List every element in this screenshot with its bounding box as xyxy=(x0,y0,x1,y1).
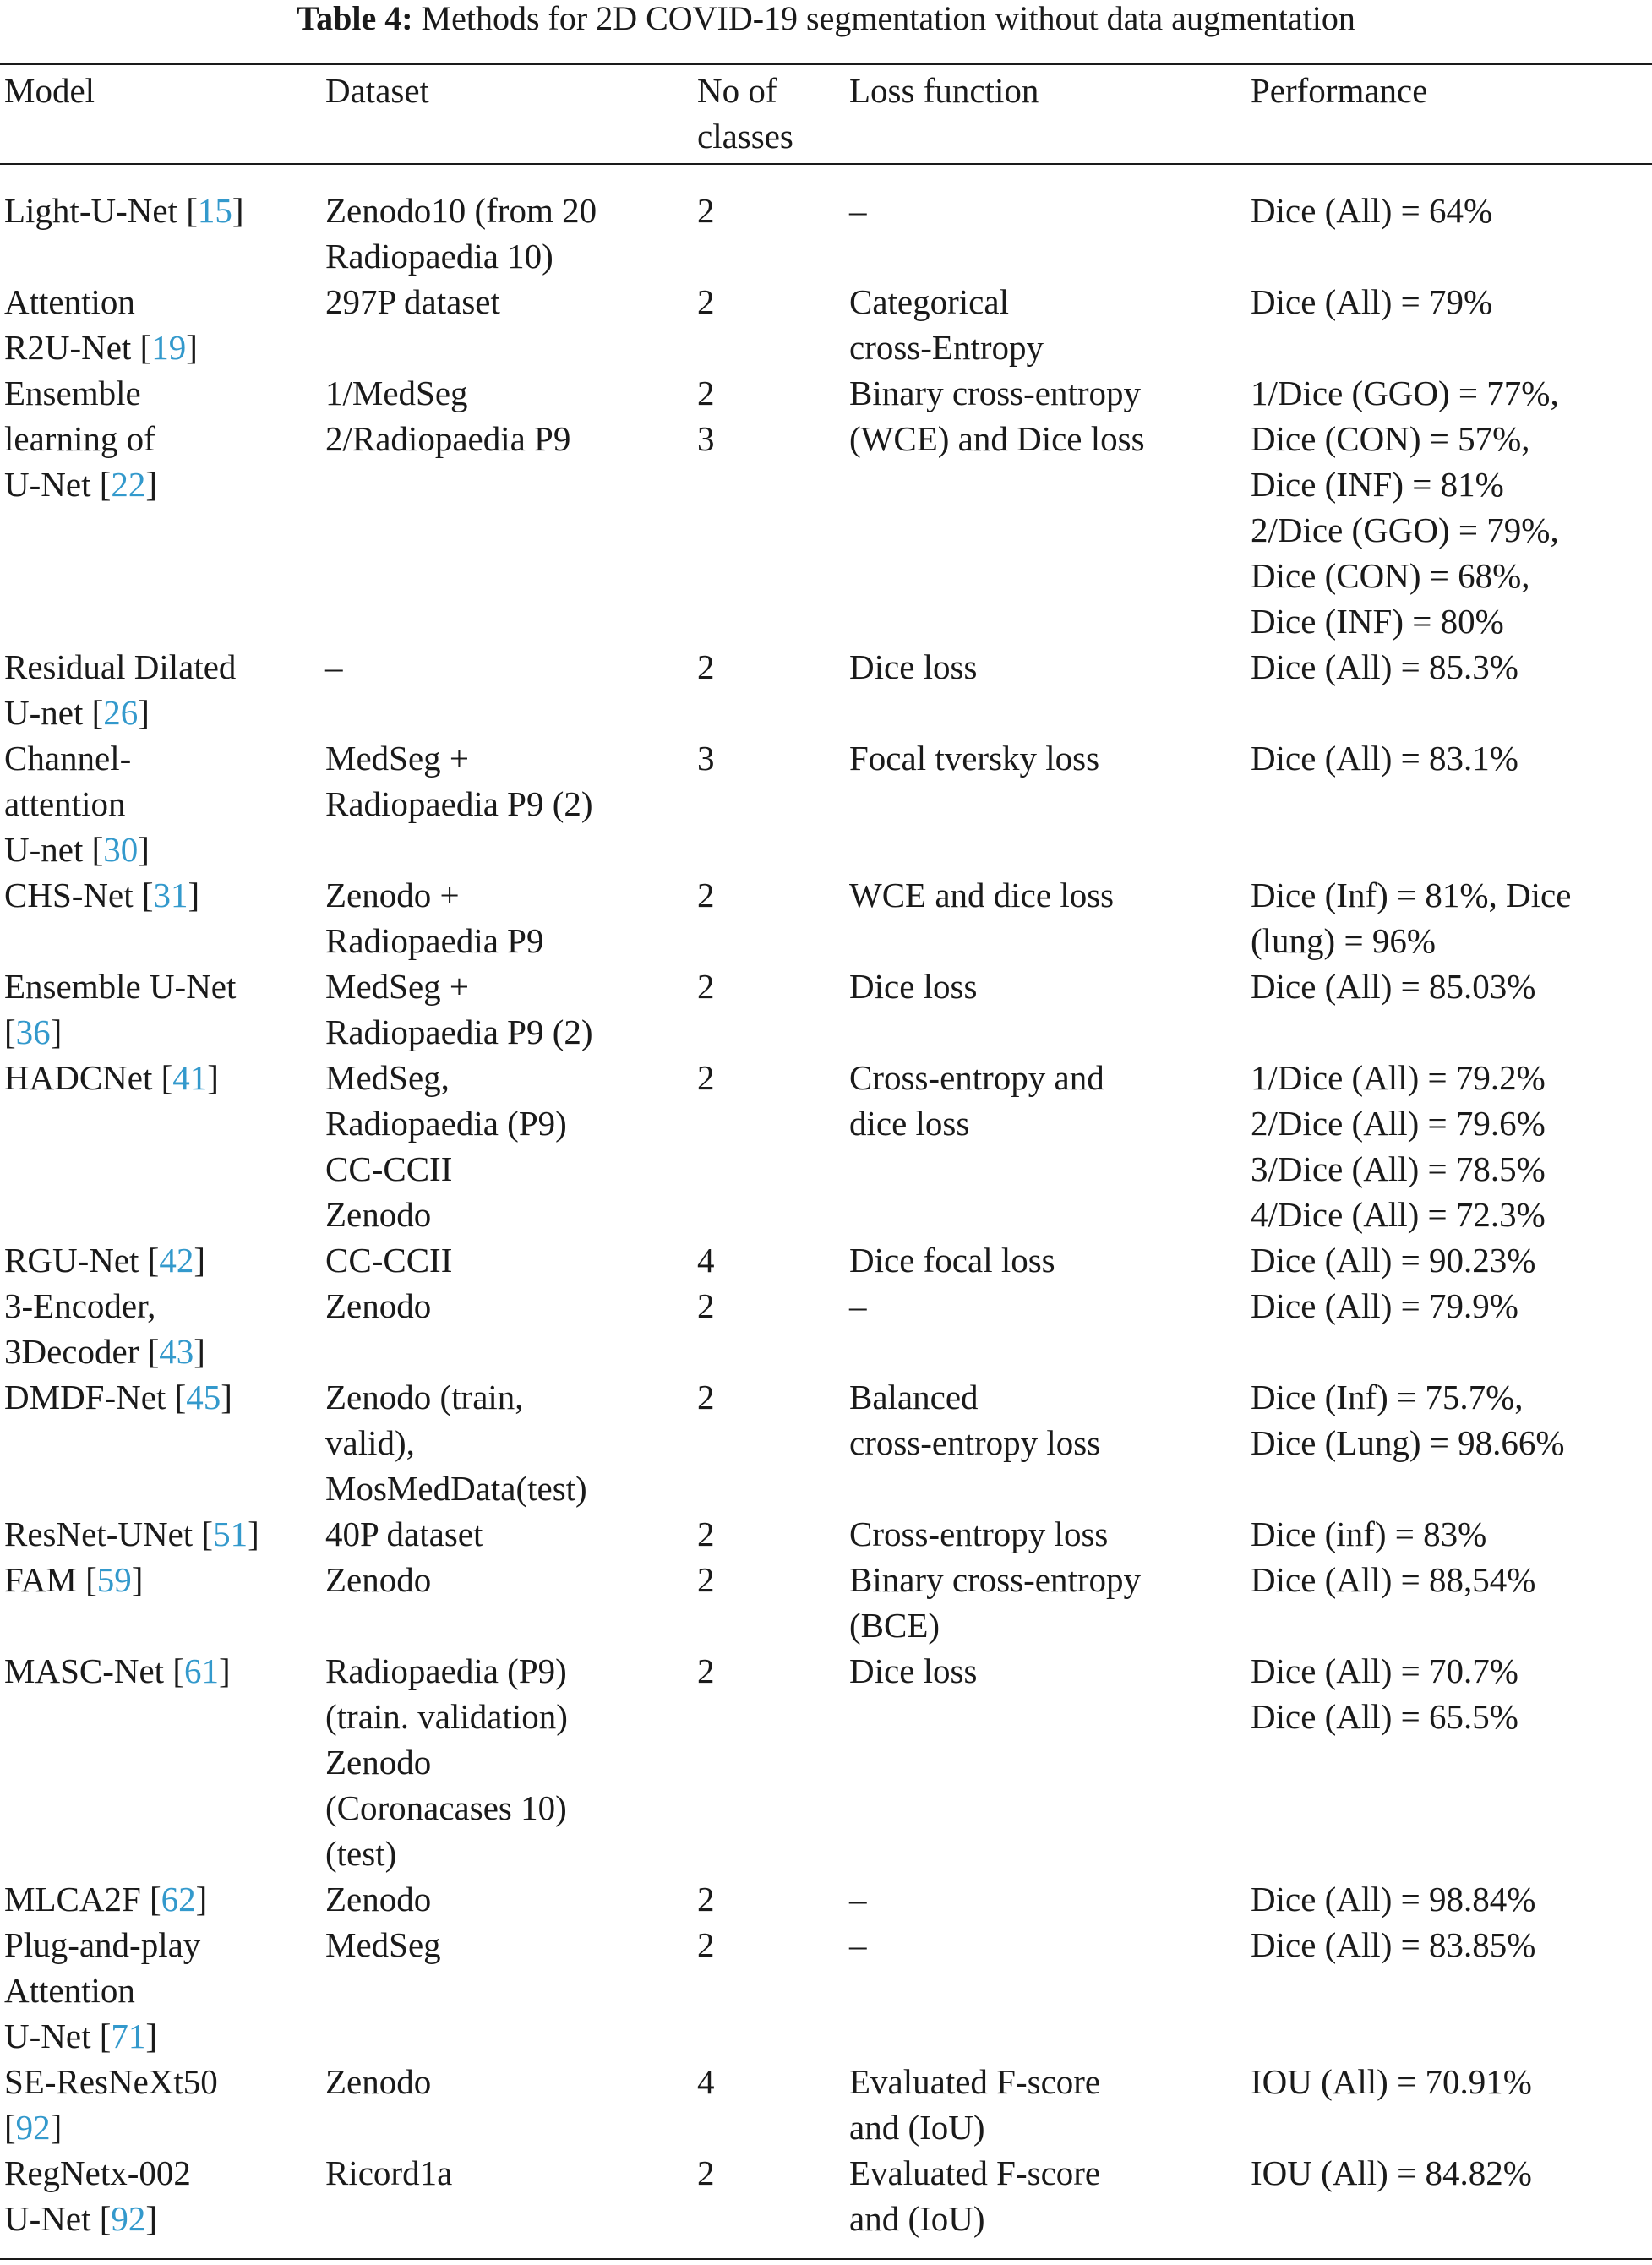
cell-loss-line: Dice loss xyxy=(849,967,978,1006)
reference-link[interactable]: 45 xyxy=(186,1378,221,1416)
cell-dataset xyxy=(325,1374,697,1511)
table-row xyxy=(0,963,1652,1055)
reference-link[interactable]: 61 xyxy=(183,1651,219,1690)
model-name: CHS-Net xyxy=(4,876,134,914)
cell-dataset-line: MosMedData(test) xyxy=(325,1469,587,1508)
cell-classes-line: 2 xyxy=(697,876,715,914)
cell-model xyxy=(0,1876,325,1922)
cell-loss-line: – xyxy=(849,191,867,230)
cell-dataset-line: (Coronacases 10) xyxy=(325,1788,567,1827)
model-name: RGU-Net xyxy=(4,1241,139,1280)
cell-loss xyxy=(849,963,1251,1055)
cell-classes-line: 2 xyxy=(697,191,715,230)
cell-model-line: 3Decoder [43] xyxy=(4,1332,205,1371)
cell-classes xyxy=(697,1922,849,2059)
reference-link[interactable]: 41 xyxy=(172,1058,208,1097)
cell-model-line: RegNetx-002 xyxy=(4,2153,191,2192)
cell-performance-line: Dice (All) = 90.23% xyxy=(1251,1241,1536,1280)
cell-performance-line: IOU (All) = 70.91% xyxy=(1251,2062,1532,2101)
cell-classes xyxy=(697,1511,849,1557)
cell-performance-line: Dice (All) = 85.03% xyxy=(1251,967,1536,1006)
cell-loss xyxy=(849,370,1251,644)
cell-loss-line: and (IoU) xyxy=(849,2199,985,2238)
cell-model-line: Residual Dilated xyxy=(4,647,237,686)
table-row xyxy=(0,1648,1652,1876)
cell-performance xyxy=(1251,1237,1652,1283)
cell-dataset-line: Ricord1a xyxy=(325,2153,453,2192)
cell-loss-line: – xyxy=(849,1925,867,1964)
cell-classes xyxy=(697,279,849,370)
table-row xyxy=(0,1283,1652,1374)
cell-performance xyxy=(1251,370,1652,644)
cell-performance-line: Dice (Lung) = 98.66% xyxy=(1251,1423,1565,1462)
cell-performance xyxy=(1251,163,1652,279)
cell-loss xyxy=(849,163,1251,279)
reference-link[interactable]: 71 xyxy=(111,2017,146,2055)
cell-performance-line: Dice (All) = 83.85% xyxy=(1251,1925,1536,1964)
reference-link[interactable]: 30 xyxy=(103,830,139,869)
cell-model-line: Channel- xyxy=(4,739,132,778)
cell-model xyxy=(0,1511,325,1557)
cell-dataset xyxy=(325,1557,697,1648)
cell-loss-line: Focal tversky loss xyxy=(849,739,1100,778)
reference-link[interactable]: 42 xyxy=(159,1241,194,1280)
cell-loss xyxy=(849,1557,1251,1648)
cell-dataset xyxy=(325,163,697,279)
cell-classes xyxy=(697,963,849,1055)
cell-loss-line: Binary cross-entropy xyxy=(849,1560,1141,1599)
table-body xyxy=(0,163,1652,2241)
cell-model-line: 3-Encoder, xyxy=(4,1286,156,1325)
cell-loss xyxy=(849,872,1251,963)
cell-performance-line: Dice (All) = 79.9% xyxy=(1251,1286,1518,1325)
cell-model-line: Attention xyxy=(4,282,135,321)
table-row xyxy=(0,1876,1652,1922)
cell-performance-line: 2/Dice (All) = 79.6% xyxy=(1251,1104,1546,1143)
cell-model-line: CHS-Net [31] xyxy=(4,876,200,914)
cell-loss-line: cross-Entropy xyxy=(849,328,1044,367)
cell-dataset-line: Radiopaedia (P9) xyxy=(325,1651,567,1690)
cell-loss xyxy=(849,279,1251,370)
cell-dataset xyxy=(325,1237,697,1283)
cell-performance-line: 1/Dice (GGO) = 77%, xyxy=(1251,374,1559,412)
cell-loss-line: and (IoU) xyxy=(849,2108,985,2147)
cell-model-line: MASC-Net [61] xyxy=(4,1651,231,1690)
cell-classes-line: 2 xyxy=(697,1560,715,1599)
table-row xyxy=(0,2059,1652,2150)
table-row xyxy=(0,1237,1652,1283)
cell-loss-line: Dice loss xyxy=(849,1651,978,1690)
cell-model-line: U-Net [22] xyxy=(4,465,158,504)
cell-dataset-line: Radiopaedia P9 (2) xyxy=(325,1012,593,1051)
cell-loss xyxy=(849,735,1251,872)
model-name: DMDF-Net xyxy=(4,1378,166,1416)
cell-performance-line: 2/Dice (GGO) = 79%, xyxy=(1251,510,1559,549)
cell-performance xyxy=(1251,872,1652,963)
cell-dataset xyxy=(325,1511,697,1557)
cell-loss-line: Dice focal loss xyxy=(849,1241,1055,1280)
cell-dataset xyxy=(325,1922,697,2059)
cell-performance-line: Dice (All) = 98.84% xyxy=(1251,1880,1536,1918)
table-row xyxy=(0,370,1652,644)
cell-dataset-line: Zenodo xyxy=(325,1560,432,1599)
cell-model-line: HADCNet [41] xyxy=(4,1058,219,1097)
cell-loss-line: Binary cross-entropy xyxy=(849,374,1141,412)
reference-link[interactable]: 22 xyxy=(111,465,146,504)
header-loss: Loss function xyxy=(849,71,1039,110)
cell-model xyxy=(0,1648,325,1876)
cell-dataset-line: CC-CCII xyxy=(325,1149,453,1188)
model-name: HADCNet xyxy=(4,1058,153,1097)
cell-dataset-line: Radiopaedia 10) xyxy=(325,237,553,276)
cell-model-line: [36] xyxy=(4,1012,63,1051)
cell-classes-line: 2 xyxy=(697,967,715,1006)
table-row xyxy=(0,1922,1652,2059)
cell-dataset-line: Radiopaedia P9 xyxy=(325,921,544,960)
reference-link[interactable]: 92 xyxy=(111,2199,146,2238)
cell-dataset xyxy=(325,1055,697,1237)
cell-loss xyxy=(849,1055,1251,1237)
cell-dataset-line: MedSeg + xyxy=(325,967,470,1006)
cell-performance-line: Dice (All) = 79% xyxy=(1251,282,1493,321)
cell-dataset-line: MedSeg + xyxy=(325,739,470,778)
cell-model-line: ResNet-UNet [51] xyxy=(4,1515,259,1553)
cell-loss xyxy=(849,1283,1251,1374)
model-name: MLCA2F xyxy=(4,1880,141,1918)
cell-model-line: Ensemble xyxy=(4,374,141,412)
cell-performance xyxy=(1251,1374,1652,1511)
cell-performance-line: (lung) = 96% xyxy=(1251,921,1436,960)
cell-model xyxy=(0,1055,325,1237)
cell-performance-line: Dice (CON) = 57%, xyxy=(1251,419,1530,458)
cell-classes-line: 2 xyxy=(697,1058,715,1097)
cell-performance-line: 4/Dice (All) = 72.3% xyxy=(1251,1195,1546,1234)
cell-model-line: SE-ResNeXt50 xyxy=(4,2062,218,2101)
table-label: Table 4: xyxy=(297,0,413,37)
table-row xyxy=(0,644,1652,735)
cell-model xyxy=(0,1557,325,1648)
cell-model-line: [92] xyxy=(4,2108,63,2147)
cell-classes-line: 2 xyxy=(697,2153,715,2192)
cell-model xyxy=(0,872,325,963)
cell-performance xyxy=(1251,2150,1652,2241)
cell-classes-line: 2 xyxy=(697,282,715,321)
model-name: 3Decoder xyxy=(4,1332,139,1371)
cell-dataset-line: Zenodo xyxy=(325,2062,432,2101)
table-row xyxy=(0,279,1652,370)
cell-model-line: R2U-Net [19] xyxy=(4,328,198,367)
cell-classes-line: 2 xyxy=(697,1515,715,1553)
cell-classes xyxy=(697,1876,849,1922)
cell-classes-line: 2 xyxy=(697,1651,715,1690)
cell-loss-line: Evaluated F-score xyxy=(849,2062,1101,2101)
cell-dataset-line: Zenodo xyxy=(325,1195,432,1234)
cell-loss-line: dice loss xyxy=(849,1104,970,1143)
cell-dataset xyxy=(325,735,697,872)
cell-dataset xyxy=(325,1648,697,1876)
table-row xyxy=(0,163,1652,279)
cell-dataset-line: Zenodo xyxy=(325,1286,432,1325)
cell-model-line: Attention xyxy=(4,1971,135,2010)
reference-link[interactable]: 62 xyxy=(161,1880,196,1918)
cell-classes-line: 2 xyxy=(697,374,715,412)
cell-classes-line: 2 xyxy=(697,647,715,686)
cell-loss-line: (WCE) and Dice loss xyxy=(849,419,1145,458)
cell-dataset-line: valid), xyxy=(325,1423,415,1462)
cell-model xyxy=(0,1374,325,1511)
header-row xyxy=(0,68,1652,163)
cell-performance-line: Dice (All) = 70.7% xyxy=(1251,1651,1518,1690)
reference-link[interactable]: 92 xyxy=(15,2108,51,2147)
cell-classes-line: 4 xyxy=(697,2062,715,2101)
cell-dataset-line: Radiopaedia (P9) xyxy=(325,1104,567,1143)
cell-dataset xyxy=(325,1876,697,1922)
cell-dataset xyxy=(325,2150,697,2241)
cell-performance xyxy=(1251,735,1652,872)
cell-dataset-line: Radiopaedia P9 (2) xyxy=(325,784,593,823)
cell-classes-line: 3 xyxy=(697,739,715,778)
cell-dataset xyxy=(325,872,697,963)
cell-performance-line: Dice (Inf) = 81%, Dice xyxy=(1251,876,1572,914)
cell-classes-line: 2 xyxy=(697,1880,715,1918)
cell-loss xyxy=(849,2059,1251,2150)
cell-loss-line: Evaluated F-score xyxy=(849,2153,1101,2192)
cell-performance xyxy=(1251,963,1652,1055)
cell-performance-line: 1/Dice (All) = 79.2% xyxy=(1251,1058,1546,1097)
cell-classes xyxy=(697,163,849,279)
cell-performance xyxy=(1251,644,1652,735)
cell-performance-line: Dice (All) = 85.3% xyxy=(1251,647,1518,686)
reference-link[interactable]: 59 xyxy=(96,1560,132,1599)
bottom-rule xyxy=(0,2258,1652,2260)
cell-dataset xyxy=(325,2059,697,2150)
cell-dataset-line: 297P dataset xyxy=(325,282,500,321)
top-rule xyxy=(0,63,1652,65)
cell-model-line: MLCA2F [62] xyxy=(4,1880,208,1918)
cell-dataset-line: MedSeg xyxy=(325,1925,441,1964)
cell-loss-line: Dice loss xyxy=(849,647,978,686)
header-classes: No of classes xyxy=(697,71,793,156)
cell-loss-line: – xyxy=(849,1880,867,1918)
cell-performance xyxy=(1251,1922,1652,2059)
cell-loss-line: (BCE) xyxy=(849,1606,940,1645)
reference-link[interactable]: 43 xyxy=(159,1332,194,1371)
cell-dataset-line: (test) xyxy=(325,1834,397,1873)
cell-loss-line: Cross-entropy and xyxy=(849,1058,1104,1097)
cell-model xyxy=(0,163,325,279)
cell-model-line: Light-U-Net [15] xyxy=(4,191,244,230)
cell-classes xyxy=(697,1283,849,1374)
cell-model xyxy=(0,370,325,644)
cell-performance-line: Dice (All) = 65.5% xyxy=(1251,1697,1518,1736)
model-name: Light-U-Net xyxy=(4,191,177,230)
table-row xyxy=(0,1055,1652,1237)
cell-classes-line: 2 xyxy=(697,1925,715,1964)
cell-model-line: U-Net [71] xyxy=(4,2017,158,2055)
cell-classes xyxy=(697,1237,849,1283)
cell-loss xyxy=(849,1876,1251,1922)
cell-model xyxy=(0,963,325,1055)
cell-loss xyxy=(849,644,1251,735)
cell-dataset xyxy=(325,1283,697,1374)
cell-loss xyxy=(849,1511,1251,1557)
header-dataset: Dataset xyxy=(325,71,429,110)
cell-model xyxy=(0,644,325,735)
table-row xyxy=(0,1557,1652,1648)
cell-dataset-line: Zenodo + xyxy=(325,876,460,914)
table-row xyxy=(0,1511,1652,1557)
model-name: FAM xyxy=(4,1560,77,1599)
cell-classes xyxy=(697,1055,849,1237)
cell-loss xyxy=(849,1237,1251,1283)
cell-classes-line: 3 xyxy=(697,419,715,458)
cell-model-line: U-net [26] xyxy=(4,693,150,732)
cell-model-line: learning of xyxy=(4,419,155,458)
cell-loss xyxy=(849,2150,1251,2241)
reference-link[interactable]: 19 xyxy=(151,328,187,367)
cell-dataset-line: – xyxy=(325,647,343,686)
model-name: U-Net xyxy=(4,465,91,504)
cell-performance-line: Dice (INF) = 81% xyxy=(1251,465,1504,504)
cell-dataset xyxy=(325,370,697,644)
cell-loss-line: – xyxy=(849,1286,867,1325)
cell-performance xyxy=(1251,279,1652,370)
cell-loss-line: cross-entropy loss xyxy=(849,1423,1101,1462)
model-name: MASC-Net xyxy=(4,1651,165,1690)
methods-table xyxy=(0,68,1652,2241)
cell-model xyxy=(0,279,325,370)
table-row xyxy=(0,872,1652,963)
cell-model xyxy=(0,1922,325,2059)
cell-model xyxy=(0,1237,325,1283)
cell-loss-line: WCE and dice loss xyxy=(849,876,1115,914)
cell-classes xyxy=(697,2150,849,2241)
cell-performance-line: IOU (All) = 84.82% xyxy=(1251,2153,1532,2192)
cell-model xyxy=(0,2059,325,2150)
cell-dataset xyxy=(325,279,697,370)
cell-classes-line: 2 xyxy=(697,1286,715,1325)
cell-classes xyxy=(697,370,849,644)
cell-performance xyxy=(1251,1648,1652,1876)
cell-model-line: FAM [59] xyxy=(4,1560,144,1599)
model-name: R2U-Net xyxy=(4,328,132,367)
table-row xyxy=(0,2150,1652,2241)
reference-link[interactable]: 31 xyxy=(153,876,188,914)
cell-dataset-line: Zenodo xyxy=(325,1743,432,1782)
cell-performance-line: Dice (Inf) = 75.7%, xyxy=(1251,1378,1524,1416)
cell-dataset-line: Zenodo10 (from 20 xyxy=(325,191,597,230)
model-name: ResNet-UNet xyxy=(4,1515,194,1553)
cell-dataset xyxy=(325,963,697,1055)
cell-dataset-line: 40P dataset xyxy=(325,1515,483,1553)
cell-dataset-line: MedSeg, xyxy=(325,1058,450,1097)
reference-link[interactable]: 51 xyxy=(213,1515,248,1553)
cell-loss xyxy=(849,1648,1251,1876)
cell-loss-line: Categorical xyxy=(849,282,1009,321)
cell-dataset-line: 2/Radiopaedia P9 xyxy=(325,419,571,458)
cell-model-line: U-net [30] xyxy=(4,830,150,869)
header-model: Model xyxy=(4,71,95,110)
model-name: U-net xyxy=(4,693,84,732)
cell-performance xyxy=(1251,1511,1652,1557)
cell-model xyxy=(0,2150,325,2241)
cell-dataset-line: (train. validation) xyxy=(325,1697,568,1736)
cell-performance-line: Dice (All) = 64% xyxy=(1251,191,1493,230)
cell-classes xyxy=(697,644,849,735)
reference-link[interactable]: 26 xyxy=(103,693,139,732)
cell-loss-line: Cross-entropy loss xyxy=(849,1515,1109,1553)
cell-model-line: attention xyxy=(4,784,126,823)
cell-dataset-line: Zenodo xyxy=(325,1880,432,1918)
model-name: U-Net xyxy=(4,2017,91,2055)
table-caption-text: Methods for 2D COVID-19 segmentation without data augmentation xyxy=(421,0,1355,37)
cell-classes xyxy=(697,735,849,872)
cell-performance xyxy=(1251,1055,1652,1237)
cell-model xyxy=(0,735,325,872)
cell-performance-line: Dice (INF) = 80% xyxy=(1251,602,1504,641)
cell-loss xyxy=(849,1922,1251,2059)
cell-performance-line: 3/Dice (All) = 78.5% xyxy=(1251,1149,1546,1188)
table-row xyxy=(0,1374,1652,1511)
cell-dataset-line: 1/MedSeg xyxy=(325,374,468,412)
cell-model-line: DMDF-Net [45] xyxy=(4,1378,232,1416)
cell-classes xyxy=(697,1557,849,1648)
cell-classes xyxy=(697,1648,849,1876)
reference-link[interactable]: 15 xyxy=(197,191,232,230)
cell-performance xyxy=(1251,1557,1652,1648)
model-name: U-Net xyxy=(4,2199,91,2238)
cell-classes xyxy=(697,872,849,963)
cell-classes xyxy=(697,2059,849,2150)
cell-model xyxy=(0,1283,325,1374)
cell-loss xyxy=(849,1374,1251,1511)
cell-model-line: RGU-Net [42] xyxy=(4,1241,205,1280)
table-caption xyxy=(0,0,1652,37)
cell-performance-line: Dice (CON) = 68%, xyxy=(1251,556,1530,595)
cell-performance xyxy=(1251,1876,1652,1922)
cell-performance xyxy=(1251,1283,1652,1374)
reference-link[interactable]: 36 xyxy=(15,1012,51,1051)
cell-classes xyxy=(697,1374,849,1511)
cell-performance-line: Dice (All) = 88,54% xyxy=(1251,1560,1536,1599)
cell-performance-line: Dice (inf) = 83% xyxy=(1251,1515,1487,1553)
cell-dataset-line: CC-CCII xyxy=(325,1241,453,1280)
cell-performance xyxy=(1251,2059,1652,2150)
cell-performance-line: Dice (All) = 83.1% xyxy=(1251,739,1518,778)
cell-model-line: Ensemble U-Net xyxy=(4,967,237,1006)
model-name: U-net xyxy=(4,830,84,869)
cell-classes-line: 2 xyxy=(697,1378,715,1416)
cell-dataset-line: Zenodo (train, xyxy=(325,1378,524,1416)
cell-model-line: Plug-and-play xyxy=(4,1925,201,1964)
cell-classes-line: 4 xyxy=(697,1241,715,1280)
table-row xyxy=(0,735,1652,872)
cell-loss-line: Balanced xyxy=(849,1378,979,1416)
cell-dataset xyxy=(325,644,697,735)
header-performance: Performance xyxy=(1251,71,1428,110)
cell-model-line: U-Net [92] xyxy=(4,2199,158,2238)
